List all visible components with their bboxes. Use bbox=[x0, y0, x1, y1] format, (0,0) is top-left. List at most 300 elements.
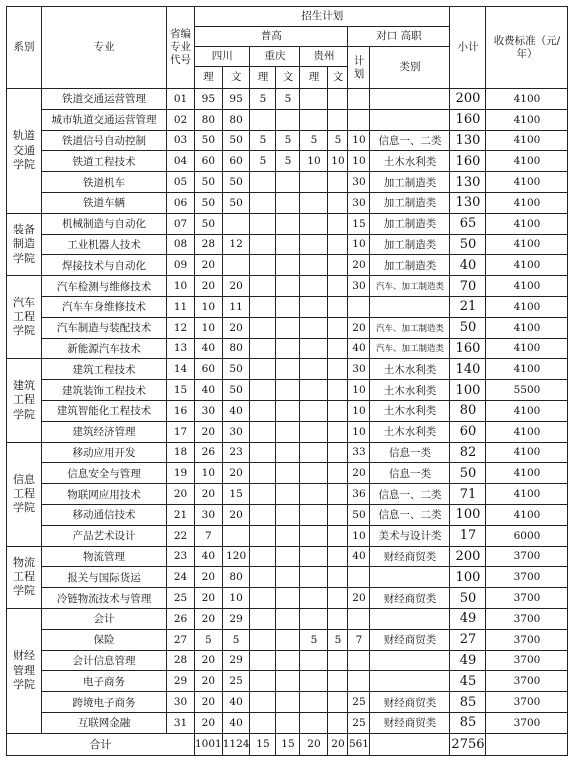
vocational-category-cell: 汽车、加工制造类 bbox=[370, 338, 450, 359]
vocational-category-cell: 加工制造类 bbox=[370, 172, 450, 193]
code-cell: 01 bbox=[167, 89, 195, 110]
sichuan-wen-cell: 30 bbox=[222, 421, 250, 442]
sichuan-wen-cell: 12 bbox=[222, 234, 250, 255]
sichuan-wen-cell: 29 bbox=[222, 608, 250, 629]
sichuan-wen-cell: 20 bbox=[222, 317, 250, 338]
guizhou-li-cell bbox=[300, 192, 328, 213]
header-subtotal: 小计 bbox=[450, 7, 486, 89]
vocational-plan-cell: 30 bbox=[348, 172, 370, 193]
code-cell: 11 bbox=[167, 296, 195, 317]
major-cell: 移动应用开发 bbox=[42, 442, 167, 463]
sichuan-li-cell: 30 bbox=[195, 400, 223, 421]
subtotal-cell: 17 bbox=[450, 525, 486, 546]
chongqing-wen-cell bbox=[276, 421, 300, 442]
code-cell: 23 bbox=[167, 546, 195, 567]
sichuan-li-cell: 50 bbox=[195, 213, 223, 234]
fee-cell: 4100 bbox=[486, 130, 568, 151]
chongqing-li-cell bbox=[250, 650, 276, 671]
sichuan-li-cell: 20 bbox=[195, 276, 223, 297]
vocational-category-cell: 信息一类 bbox=[370, 442, 450, 463]
sichuan-li-cell: 60 bbox=[195, 151, 223, 172]
vocational-category-cell: 信息一、二类 bbox=[370, 130, 450, 151]
department-cell bbox=[7, 442, 42, 546]
total-gz-wen: 20 bbox=[328, 733, 348, 755]
department-name: 信息工程学院 bbox=[13, 472, 35, 515]
chongqing-wen-cell bbox=[276, 588, 300, 609]
chongqing-wen-cell bbox=[276, 504, 300, 525]
sichuan-li-cell: 20 bbox=[195, 567, 223, 588]
guizhou-li-cell bbox=[300, 463, 328, 484]
chongqing-li-cell bbox=[250, 629, 276, 650]
subtotal-cell: 45 bbox=[450, 671, 486, 692]
guizhou-li-cell bbox=[300, 442, 328, 463]
sichuan-wen-cell: 5 bbox=[222, 629, 250, 650]
subtotal-cell: 200 bbox=[450, 89, 486, 110]
chongqing-li-cell: 5 bbox=[250, 151, 276, 172]
vocational-plan-cell: 10 bbox=[348, 151, 370, 172]
guizhou-li-cell bbox=[300, 588, 328, 609]
sichuan-li-cell: 5 bbox=[195, 629, 223, 650]
major-cell: 汽车车身维修技术 bbox=[42, 296, 167, 317]
major-cell: 工业机器人技术 bbox=[42, 234, 167, 255]
sichuan-wen-cell: 50 bbox=[222, 359, 250, 380]
vocational-plan-cell: 7 bbox=[348, 629, 370, 650]
guizhou-li-cell bbox=[300, 296, 328, 317]
code-cell: 20 bbox=[167, 484, 195, 505]
fee-cell: 4100 bbox=[486, 338, 568, 359]
sichuan-li-cell: 20 bbox=[195, 255, 223, 276]
guizhou-wen-cell bbox=[328, 692, 348, 713]
sichuan-li-cell: 20 bbox=[195, 692, 223, 713]
sichuan-wen-cell: 80 bbox=[222, 338, 250, 359]
vocational-category-cell: 加工制造类 bbox=[370, 234, 450, 255]
guizhou-wen-cell bbox=[328, 338, 348, 359]
sichuan-wen-cell: 50 bbox=[222, 380, 250, 401]
vocational-plan-cell: 33 bbox=[348, 442, 370, 463]
code-cell: 31 bbox=[167, 712, 195, 733]
chongqing-wen-cell bbox=[276, 380, 300, 401]
code-cell: 22 bbox=[167, 525, 195, 546]
total-label: 合计 bbox=[7, 733, 195, 755]
chongqing-wen-cell bbox=[276, 629, 300, 650]
sichuan-li-cell: 50 bbox=[195, 192, 223, 213]
code-cell: 17 bbox=[167, 421, 195, 442]
chongqing-wen-cell bbox=[276, 213, 300, 234]
guizhou-wen-cell: 5 bbox=[328, 629, 348, 650]
sichuan-li-cell: 20 bbox=[195, 608, 223, 629]
header-cq-wen: 文 bbox=[276, 67, 300, 89]
fee-cell: 3700 bbox=[486, 546, 568, 567]
header-cq-li: 理 bbox=[250, 67, 276, 89]
table-row bbox=[7, 650, 568, 671]
code-cell: 27 bbox=[167, 629, 195, 650]
total-voc-category bbox=[370, 733, 450, 755]
table-row bbox=[7, 442, 568, 463]
fee-cell: 4100 bbox=[486, 89, 568, 110]
table-row bbox=[7, 400, 568, 421]
vocational-category-cell: 土木水利类 bbox=[370, 380, 450, 401]
vocational-plan-cell: 30 bbox=[348, 276, 370, 297]
subtotal-cell: 200 bbox=[450, 546, 486, 567]
fee-cell: 4100 bbox=[486, 192, 568, 213]
header-plan: 招生计划 bbox=[195, 7, 450, 27]
major-cell: 汽车检测与维修技术 bbox=[42, 276, 167, 297]
header-code-label: 省编专业代号 bbox=[170, 27, 191, 67]
total-cq-wen: 15 bbox=[276, 733, 300, 755]
sichuan-li-cell: 28 bbox=[195, 234, 223, 255]
guizhou-li-cell: 5 bbox=[300, 130, 328, 151]
table-row bbox=[7, 504, 568, 525]
code-cell: 30 bbox=[167, 692, 195, 713]
chongqing-li-cell bbox=[250, 255, 276, 276]
subtotal-cell: 130 bbox=[450, 192, 486, 213]
subtotal-cell: 100 bbox=[450, 504, 486, 525]
fee-cell: 3700 bbox=[486, 629, 568, 650]
vocational-plan-cell: 10 bbox=[348, 234, 370, 255]
vocational-plan-cell: 10 bbox=[348, 400, 370, 421]
chongqing-wen-cell bbox=[276, 172, 300, 193]
fee-cell: 5500 bbox=[486, 380, 568, 401]
department-name: 财经管理学院 bbox=[13, 649, 35, 691]
header-sichuan: 四川 bbox=[195, 47, 250, 67]
code-cell: 26 bbox=[167, 608, 195, 629]
code-cell: 12 bbox=[167, 317, 195, 338]
vocational-category-cell: 信息一、二类 bbox=[370, 504, 450, 525]
vocational-category-cell: 土木水利类 bbox=[370, 151, 450, 172]
chongqing-li-cell bbox=[250, 172, 276, 193]
enrollment-plan-table bbox=[6, 6, 568, 756]
header-sc-li: 理 bbox=[195, 67, 223, 89]
sichuan-wen-cell: 40 bbox=[222, 712, 250, 733]
major-cell: 物联网应用技术 bbox=[42, 484, 167, 505]
vocational-category-cell: 加工制造类 bbox=[370, 213, 450, 234]
total-cq-li: 15 bbox=[250, 733, 276, 755]
chongqing-li-cell bbox=[250, 213, 276, 234]
chongqing-li-cell bbox=[250, 380, 276, 401]
major-cell: 汽车制造与装配技术 bbox=[42, 317, 167, 338]
vocational-plan-cell bbox=[348, 608, 370, 629]
sichuan-wen-cell bbox=[222, 255, 250, 276]
subtotal-cell: 160 bbox=[450, 151, 486, 172]
chongqing-li-cell bbox=[250, 421, 276, 442]
fee-cell: 4100 bbox=[486, 484, 568, 505]
subtotal-cell: 60 bbox=[450, 421, 486, 442]
subtotal-cell: 50 bbox=[450, 588, 486, 609]
table-row bbox=[7, 296, 568, 317]
fee-cell: 4100 bbox=[486, 213, 568, 234]
table-row bbox=[7, 359, 568, 380]
major-cell: 冷链物流技术与管理 bbox=[42, 588, 167, 609]
vocational-category-cell bbox=[370, 89, 450, 110]
guizhou-li-cell bbox=[300, 338, 328, 359]
sichuan-li-cell: 10 bbox=[195, 296, 223, 317]
major-cell: 产品艺术设计 bbox=[42, 525, 167, 546]
sichuan-wen-cell: 20 bbox=[222, 276, 250, 297]
chongqing-wen-cell bbox=[276, 442, 300, 463]
table-row bbox=[7, 172, 568, 193]
header-dept: 系别 bbox=[7, 7, 42, 89]
table-row bbox=[7, 608, 568, 629]
vocational-plan-cell: 10 bbox=[348, 130, 370, 151]
guizhou-wen-cell bbox=[328, 192, 348, 213]
fee-cell: 4100 bbox=[486, 151, 568, 172]
vocational-plan-cell bbox=[348, 296, 370, 317]
fee-cell: 4100 bbox=[486, 421, 568, 442]
vocational-category-cell: 土木水利类 bbox=[370, 421, 450, 442]
sichuan-wen-cell: 50 bbox=[222, 130, 250, 151]
chongqing-li-cell bbox=[250, 317, 276, 338]
guizhou-li-cell bbox=[300, 317, 328, 338]
sichuan-li-cell: 20 bbox=[195, 588, 223, 609]
vocational-category-cell bbox=[370, 296, 450, 317]
table-row bbox=[7, 463, 568, 484]
vocational-plan-cell: 40 bbox=[348, 338, 370, 359]
guizhou-wen-cell: 10 bbox=[328, 151, 348, 172]
chongqing-wen-cell bbox=[276, 671, 300, 692]
major-cell: 物流管理 bbox=[42, 546, 167, 567]
sichuan-li-cell: 10 bbox=[195, 463, 223, 484]
department-cell bbox=[7, 276, 42, 359]
fee-cell: 4100 bbox=[486, 255, 568, 276]
vocational-plan-cell: 10 bbox=[348, 421, 370, 442]
department-cell bbox=[7, 359, 42, 442]
chongqing-wen-cell bbox=[276, 463, 300, 484]
vocational-plan-cell bbox=[348, 650, 370, 671]
table-row bbox=[7, 380, 568, 401]
major-cell: 铁道交通运营管理 bbox=[42, 89, 167, 110]
chongqing-wen-cell bbox=[276, 192, 300, 213]
chongqing-li-cell bbox=[250, 567, 276, 588]
major-cell: 建筑智能化工程技术 bbox=[42, 400, 167, 421]
chongqing-li-cell bbox=[250, 484, 276, 505]
chongqing-li-cell bbox=[250, 588, 276, 609]
fee-cell: 4100 bbox=[486, 276, 568, 297]
guizhou-wen-cell bbox=[328, 276, 348, 297]
guizhou-li-cell bbox=[300, 546, 328, 567]
subtotal-cell: 130 bbox=[450, 172, 486, 193]
fee-cell: 3700 bbox=[486, 650, 568, 671]
fee-cell: 3700 bbox=[486, 567, 568, 588]
subtotal-cell: 80 bbox=[450, 400, 486, 421]
header-voc-plan-label: 计划 bbox=[353, 54, 365, 80]
subtotal-cell: 21 bbox=[450, 296, 486, 317]
total-sc-wen: 1124 bbox=[222, 733, 250, 755]
chongqing-li-cell bbox=[250, 692, 276, 713]
guizhou-wen-cell bbox=[328, 172, 348, 193]
sichuan-li-cell: 60 bbox=[195, 359, 223, 380]
vocational-plan-cell bbox=[348, 109, 370, 130]
code-cell: 29 bbox=[167, 671, 195, 692]
sichuan-li-cell: 80 bbox=[195, 109, 223, 130]
sichuan-wen-cell: 80 bbox=[222, 567, 250, 588]
chongqing-wen-cell bbox=[276, 567, 300, 588]
table-row bbox=[7, 151, 568, 172]
major-cell: 铁道车辆 bbox=[42, 192, 167, 213]
code-cell: 18 bbox=[167, 442, 195, 463]
chongqing-wen-cell bbox=[276, 692, 300, 713]
subtotal-cell: 49 bbox=[450, 608, 486, 629]
header-major: 专业 bbox=[42, 7, 167, 89]
chongqing-wen-cell bbox=[276, 400, 300, 421]
vocational-plan-cell: 20 bbox=[348, 255, 370, 276]
major-cell: 信息安全与管理 bbox=[42, 463, 167, 484]
guizhou-li-cell bbox=[300, 712, 328, 733]
guizhou-wen-cell bbox=[328, 671, 348, 692]
guizhou-wen-cell bbox=[328, 588, 348, 609]
sichuan-li-cell: 20 bbox=[195, 484, 223, 505]
chongqing-li-cell bbox=[250, 109, 276, 130]
chongqing-li-cell bbox=[250, 546, 276, 567]
subtotal-cell: 70 bbox=[450, 276, 486, 297]
sichuan-li-cell: 40 bbox=[195, 380, 223, 401]
guizhou-li-cell bbox=[300, 89, 328, 110]
guizhou-wen-cell bbox=[328, 525, 348, 546]
major-cell: 建筑装饰工程技术 bbox=[42, 380, 167, 401]
chongqing-li-cell: 5 bbox=[250, 130, 276, 151]
guizhou-li-cell bbox=[300, 255, 328, 276]
major-cell: 保险 bbox=[42, 629, 167, 650]
header-general: 普高 bbox=[195, 27, 348, 47]
vocational-plan-cell bbox=[348, 89, 370, 110]
sichuan-wen-cell: 29 bbox=[222, 650, 250, 671]
guizhou-li-cell bbox=[300, 504, 328, 525]
guizhou-li-cell bbox=[300, 213, 328, 234]
chongqing-wen-cell bbox=[276, 317, 300, 338]
code-cell: 16 bbox=[167, 400, 195, 421]
sichuan-li-cell: 50 bbox=[195, 130, 223, 151]
sichuan-li-cell: 20 bbox=[195, 671, 223, 692]
code-cell: 09 bbox=[167, 255, 195, 276]
guizhou-wen-cell bbox=[328, 213, 348, 234]
table-row bbox=[7, 567, 568, 588]
guizhou-wen-cell bbox=[328, 608, 348, 629]
header-guizhou: 贵州 bbox=[300, 47, 348, 67]
code-cell: 13 bbox=[167, 338, 195, 359]
table-row bbox=[7, 338, 568, 359]
header-code bbox=[167, 7, 195, 89]
sichuan-wen-cell: 40 bbox=[222, 400, 250, 421]
header-voc-plan bbox=[348, 47, 370, 89]
sichuan-li-cell: 40 bbox=[195, 546, 223, 567]
chongqing-li-cell bbox=[250, 234, 276, 255]
subtotal-cell: 160 bbox=[450, 338, 486, 359]
code-cell: 08 bbox=[167, 234, 195, 255]
vocational-plan-cell: 30 bbox=[348, 359, 370, 380]
table-row bbox=[7, 421, 568, 442]
code-cell: 25 bbox=[167, 588, 195, 609]
vocational-category-cell: 土木水利类 bbox=[370, 359, 450, 380]
chongqing-wen-cell bbox=[276, 276, 300, 297]
total-sc-li: 1001 bbox=[195, 733, 223, 755]
header-sc-wen: 文 bbox=[222, 67, 250, 89]
table-row bbox=[7, 671, 568, 692]
table-row bbox=[7, 629, 568, 650]
guizhou-wen-cell bbox=[328, 650, 348, 671]
code-cell: 15 bbox=[167, 380, 195, 401]
department-cell bbox=[7, 608, 42, 733]
chongqing-wen-cell bbox=[276, 359, 300, 380]
department-name: 汽车工程学院 bbox=[13, 295, 35, 338]
fee-cell: 4100 bbox=[486, 109, 568, 130]
code-cell: 19 bbox=[167, 463, 195, 484]
guizhou-wen-cell bbox=[328, 109, 348, 130]
subtotal-cell: 40 bbox=[450, 255, 486, 276]
chongqing-wen-cell bbox=[276, 650, 300, 671]
sichuan-wen-cell: 25 bbox=[222, 671, 250, 692]
guizhou-wen-cell bbox=[328, 89, 348, 110]
vocational-category-cell: 信息一类 bbox=[370, 463, 450, 484]
fee-cell: 3700 bbox=[486, 712, 568, 733]
code-cell: 05 bbox=[167, 172, 195, 193]
subtotal-cell: 82 bbox=[450, 442, 486, 463]
code-cell: 21 bbox=[167, 504, 195, 525]
vocational-category-cell: 土木水利类 bbox=[370, 400, 450, 421]
table-row bbox=[7, 546, 568, 567]
guizhou-li-cell bbox=[300, 567, 328, 588]
subtotal-cell: 65 bbox=[450, 213, 486, 234]
chongqing-wen-cell bbox=[276, 608, 300, 629]
vocational-plan-cell: 10 bbox=[348, 525, 370, 546]
major-cell: 移动通信技术 bbox=[42, 504, 167, 525]
chongqing-wen-cell bbox=[276, 296, 300, 317]
subtotal-cell: 27 bbox=[450, 629, 486, 650]
header-fee-label: 收费标准（元/年） bbox=[493, 34, 561, 60]
guizhou-li-cell bbox=[300, 400, 328, 421]
fee-cell: 4100 bbox=[486, 234, 568, 255]
vocational-plan-cell: 50 bbox=[348, 504, 370, 525]
guizhou-li-cell bbox=[300, 650, 328, 671]
sichuan-wen-cell: 23 bbox=[222, 442, 250, 463]
header-chongqing: 重庆 bbox=[250, 47, 300, 67]
department-cell bbox=[7, 546, 42, 608]
guizhou-li-cell bbox=[300, 525, 328, 546]
sichuan-wen-cell: 50 bbox=[222, 172, 250, 193]
guizhou-wen-cell bbox=[328, 504, 348, 525]
chongqing-li-cell bbox=[250, 359, 276, 380]
guizhou-li-cell bbox=[300, 359, 328, 380]
table-row bbox=[7, 130, 568, 151]
chongqing-li-cell bbox=[250, 712, 276, 733]
sichuan-wen-cell: 60 bbox=[222, 151, 250, 172]
chongqing-wen-cell bbox=[276, 525, 300, 546]
chongqing-wen-cell bbox=[276, 255, 300, 276]
header-fee bbox=[486, 7, 568, 89]
department-name: 建筑工程学院 bbox=[13, 379, 35, 421]
vocational-category-cell: 财经商贸类 bbox=[370, 546, 450, 567]
fee-cell: 3700 bbox=[486, 588, 568, 609]
sichuan-li-cell: 50 bbox=[195, 172, 223, 193]
vocational-plan-cell: 30 bbox=[348, 192, 370, 213]
guizhou-wen-cell: 5 bbox=[328, 130, 348, 151]
table-footer bbox=[7, 733, 568, 755]
fee-cell: 4100 bbox=[486, 359, 568, 380]
guizhou-li-cell bbox=[300, 692, 328, 713]
code-cell: 04 bbox=[167, 151, 195, 172]
fee-cell: 4100 bbox=[486, 172, 568, 193]
subtotal-cell: 50 bbox=[450, 463, 486, 484]
department-name: 轨道交通学院 bbox=[13, 129, 35, 172]
sichuan-li-cell: 26 bbox=[195, 442, 223, 463]
vocational-plan-cell: 20 bbox=[348, 317, 370, 338]
guizhou-li-cell bbox=[300, 421, 328, 442]
guizhou-wen-cell bbox=[328, 442, 348, 463]
fee-cell: 3700 bbox=[486, 671, 568, 692]
guizhou-wen-cell bbox=[328, 380, 348, 401]
sichuan-wen-cell: 20 bbox=[222, 463, 250, 484]
chongqing-wen-cell bbox=[276, 712, 300, 733]
vocational-category-cell bbox=[370, 109, 450, 130]
total-fee bbox=[486, 733, 568, 755]
